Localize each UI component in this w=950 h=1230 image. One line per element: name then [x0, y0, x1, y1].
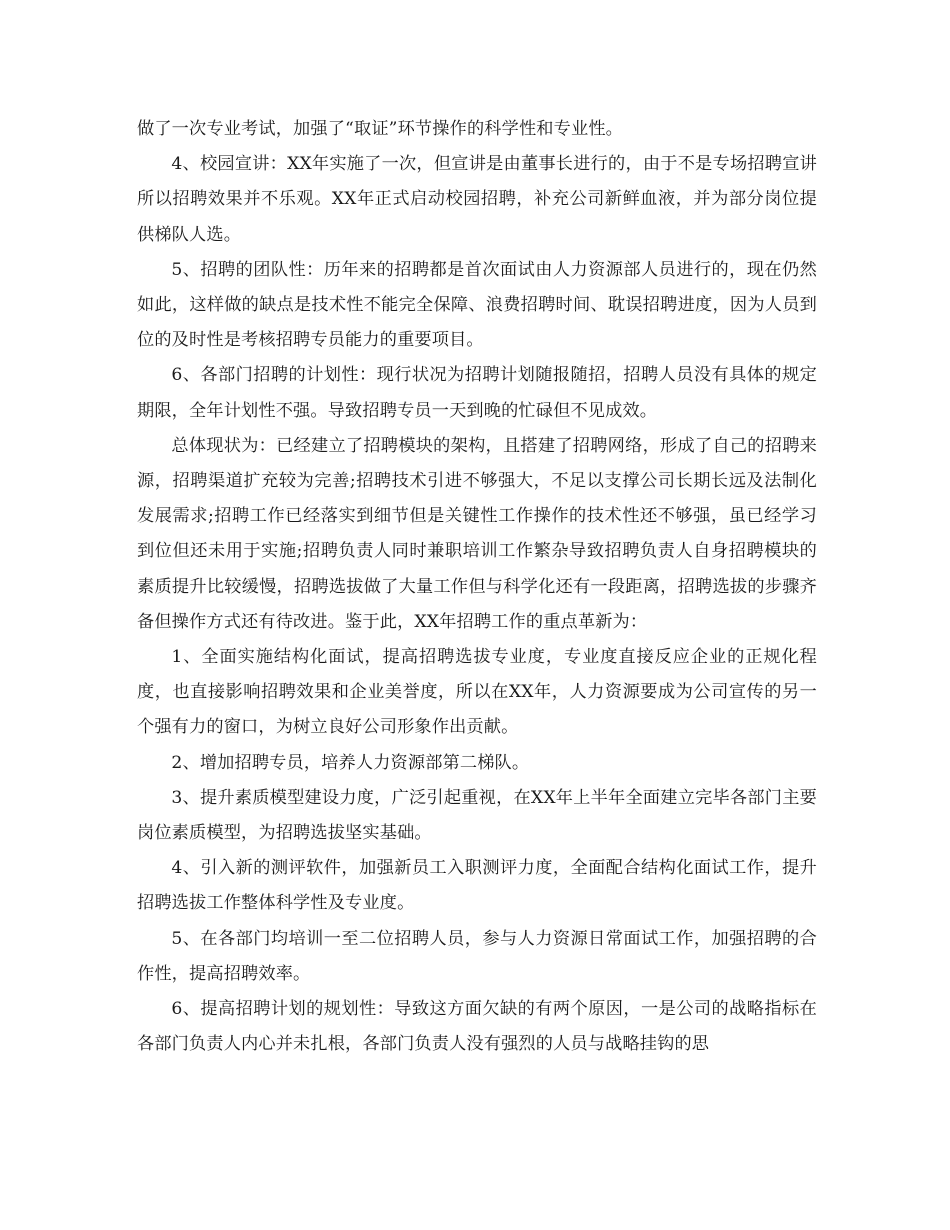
paragraph-department-training: 5、在各部门均培训一至二位招聘人员，参与人力资源日常面试工作，加强招聘的合作性，提高招聘效率。: [137, 928, 817, 984]
paragraph-add-recruiter: 2、增加招聘专员，培养人力资源部第二梯队。: [171, 752, 530, 773]
paragraph-competency-model: 3、提升素质模型建设力度，广泛引起重视，在XX年上半年全面建立完毕各部门主要岗位素质模型，为招聘选拔坚实基础。: [137, 787, 817, 844]
paragraph-department-planning: 6、各部门招聘的计划性：现行状况为招聘计划随报随招，招聘人员没有具体的规定期限，全年计划性不强。导致招聘专员一天到晚的忙碌但不见成效。: [137, 365, 817, 421]
paragraph-team-recruiting: 5、招聘的团队性：历年来的招聘都是首次面试由人力资源部人员进行的，现在仍然如此，这样做的缺点是技术性不能完全保障、浪费招聘时间、耽误招聘进度，因为人员到位的及时性是考核招聘专员能力的重要项目。: [137, 259, 817, 351]
paragraph-structured-interview: 1、全面实施结构化面试，提高招聘选拔专业度，专业度直接反应企业的正规化程度，也直接影响招聘效果和企业美誉度，所以在XX年，人力资源要成为公司宣传的另一个强有力的窗口，为树立良好公司形象作出贡献。: [137, 647, 817, 738]
paragraph-assessment-software: 4、引入新的测评软件，加强新员工入职测评力度，全面配合结构化面试工作，提升招聘选拔工作整体科学性及专业度。: [137, 858, 817, 914]
document-body: [137, 112, 817, 1062]
paragraph-overall-status: 总体现状为：已经建立了招聘模块的架构，且搭建了招聘网络，形成了自己的招聘来源，招聘渠道扩充较为完善;招聘技术引进不够强大，不足以支撑公司长期长远及法制化发展需求;招聘工作已经落实到细节但是关键性工作操作的技术性还不够强，虽已经学习到位但还未用于实施;招聘负责人同时兼职培训工作繁杂导致招聘负责人自身招聘模块的素质提升比较缓慢，招聘选拔做了大量工作但与科学化还有一段距离，招聘选拔的步骤齐备但操作方式还有待改进。鉴于此，XX年招聘工作的重点革新为：: [137, 435, 817, 632]
paragraph-planning-improvement: 6、提高招聘计划的规划性：导致这方面欠缺的有两个原因，一是公司的战略指标在各部门负责人内心并未扎根，各部门负责人没有强烈的人员与战略挂钩的思: [137, 999, 817, 1055]
paragraph-campus-recruiting: 4、校园宣讲：XX年实施了一次，但宣讲是由董事长进行的，由于不是专场招聘宣讲所以招聘效果并不乐观。XX年正式启动校园招聘，补充公司新鲜血液，并为部分岗位提供梯队人选。: [137, 154, 817, 245]
paragraph-continuation: 做了一次专业考试，加强了“取证”环节操作的科学性和专业性。: [137, 119, 623, 139]
